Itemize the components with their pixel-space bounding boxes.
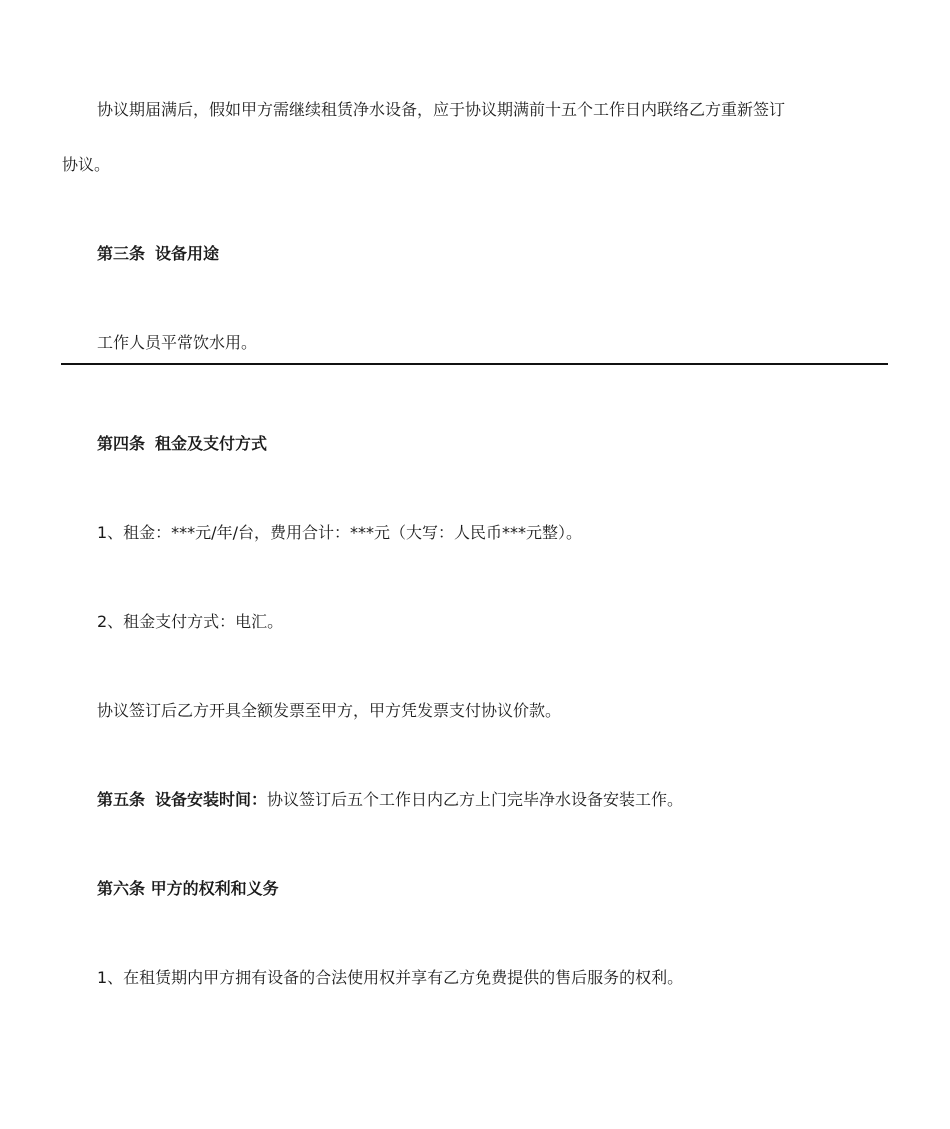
article-4-item-1: 1、租金：***元/年/台，费用合计：***元（大写：人民币***元整）。 xyxy=(97,523,582,542)
paragraph-renewal-line1: 协议期届满后，假如甲方需继续租赁净水设备，应于协议期满前十五个工作日内联络乙方重新签订 xyxy=(97,100,786,119)
article-4-heading xyxy=(97,433,267,455)
article-5-title: 设备安装时间： xyxy=(155,790,268,809)
article-3-title: 设备用途 xyxy=(155,244,220,263)
article-5-paragraph xyxy=(97,789,683,811)
article-6-heading: 第六条 甲方的权利和义务 xyxy=(97,879,279,898)
article-4-text: 协议签订后乙方开具全额发票至甲方，甲方凭发票支付协议价款。 xyxy=(97,701,562,720)
article-4-item-2: 2、租金支付方式：电汇。 xyxy=(97,612,284,631)
article-4-number: 第四条 xyxy=(97,434,146,453)
paragraph-renewal-line2: 协议。 xyxy=(62,155,111,174)
article-6-item-1: 1、在租赁期内甲方拥有设备的合法使用权并享有乙方免费提供的售后服务的权利。 xyxy=(97,968,684,987)
article-5-number: 第五条 xyxy=(97,790,146,809)
article-3-heading xyxy=(97,243,219,265)
horizontal-rule xyxy=(61,363,888,365)
article-5-text: 协议签订后五个工作日内乙方上门完毕净水设备安装工作。 xyxy=(267,790,684,809)
article-4-title: 租金及支付方式 xyxy=(155,434,268,453)
article-3-number: 第三条 xyxy=(97,244,146,263)
article-3-text: 工作人员平常饮水用。 xyxy=(97,333,258,352)
